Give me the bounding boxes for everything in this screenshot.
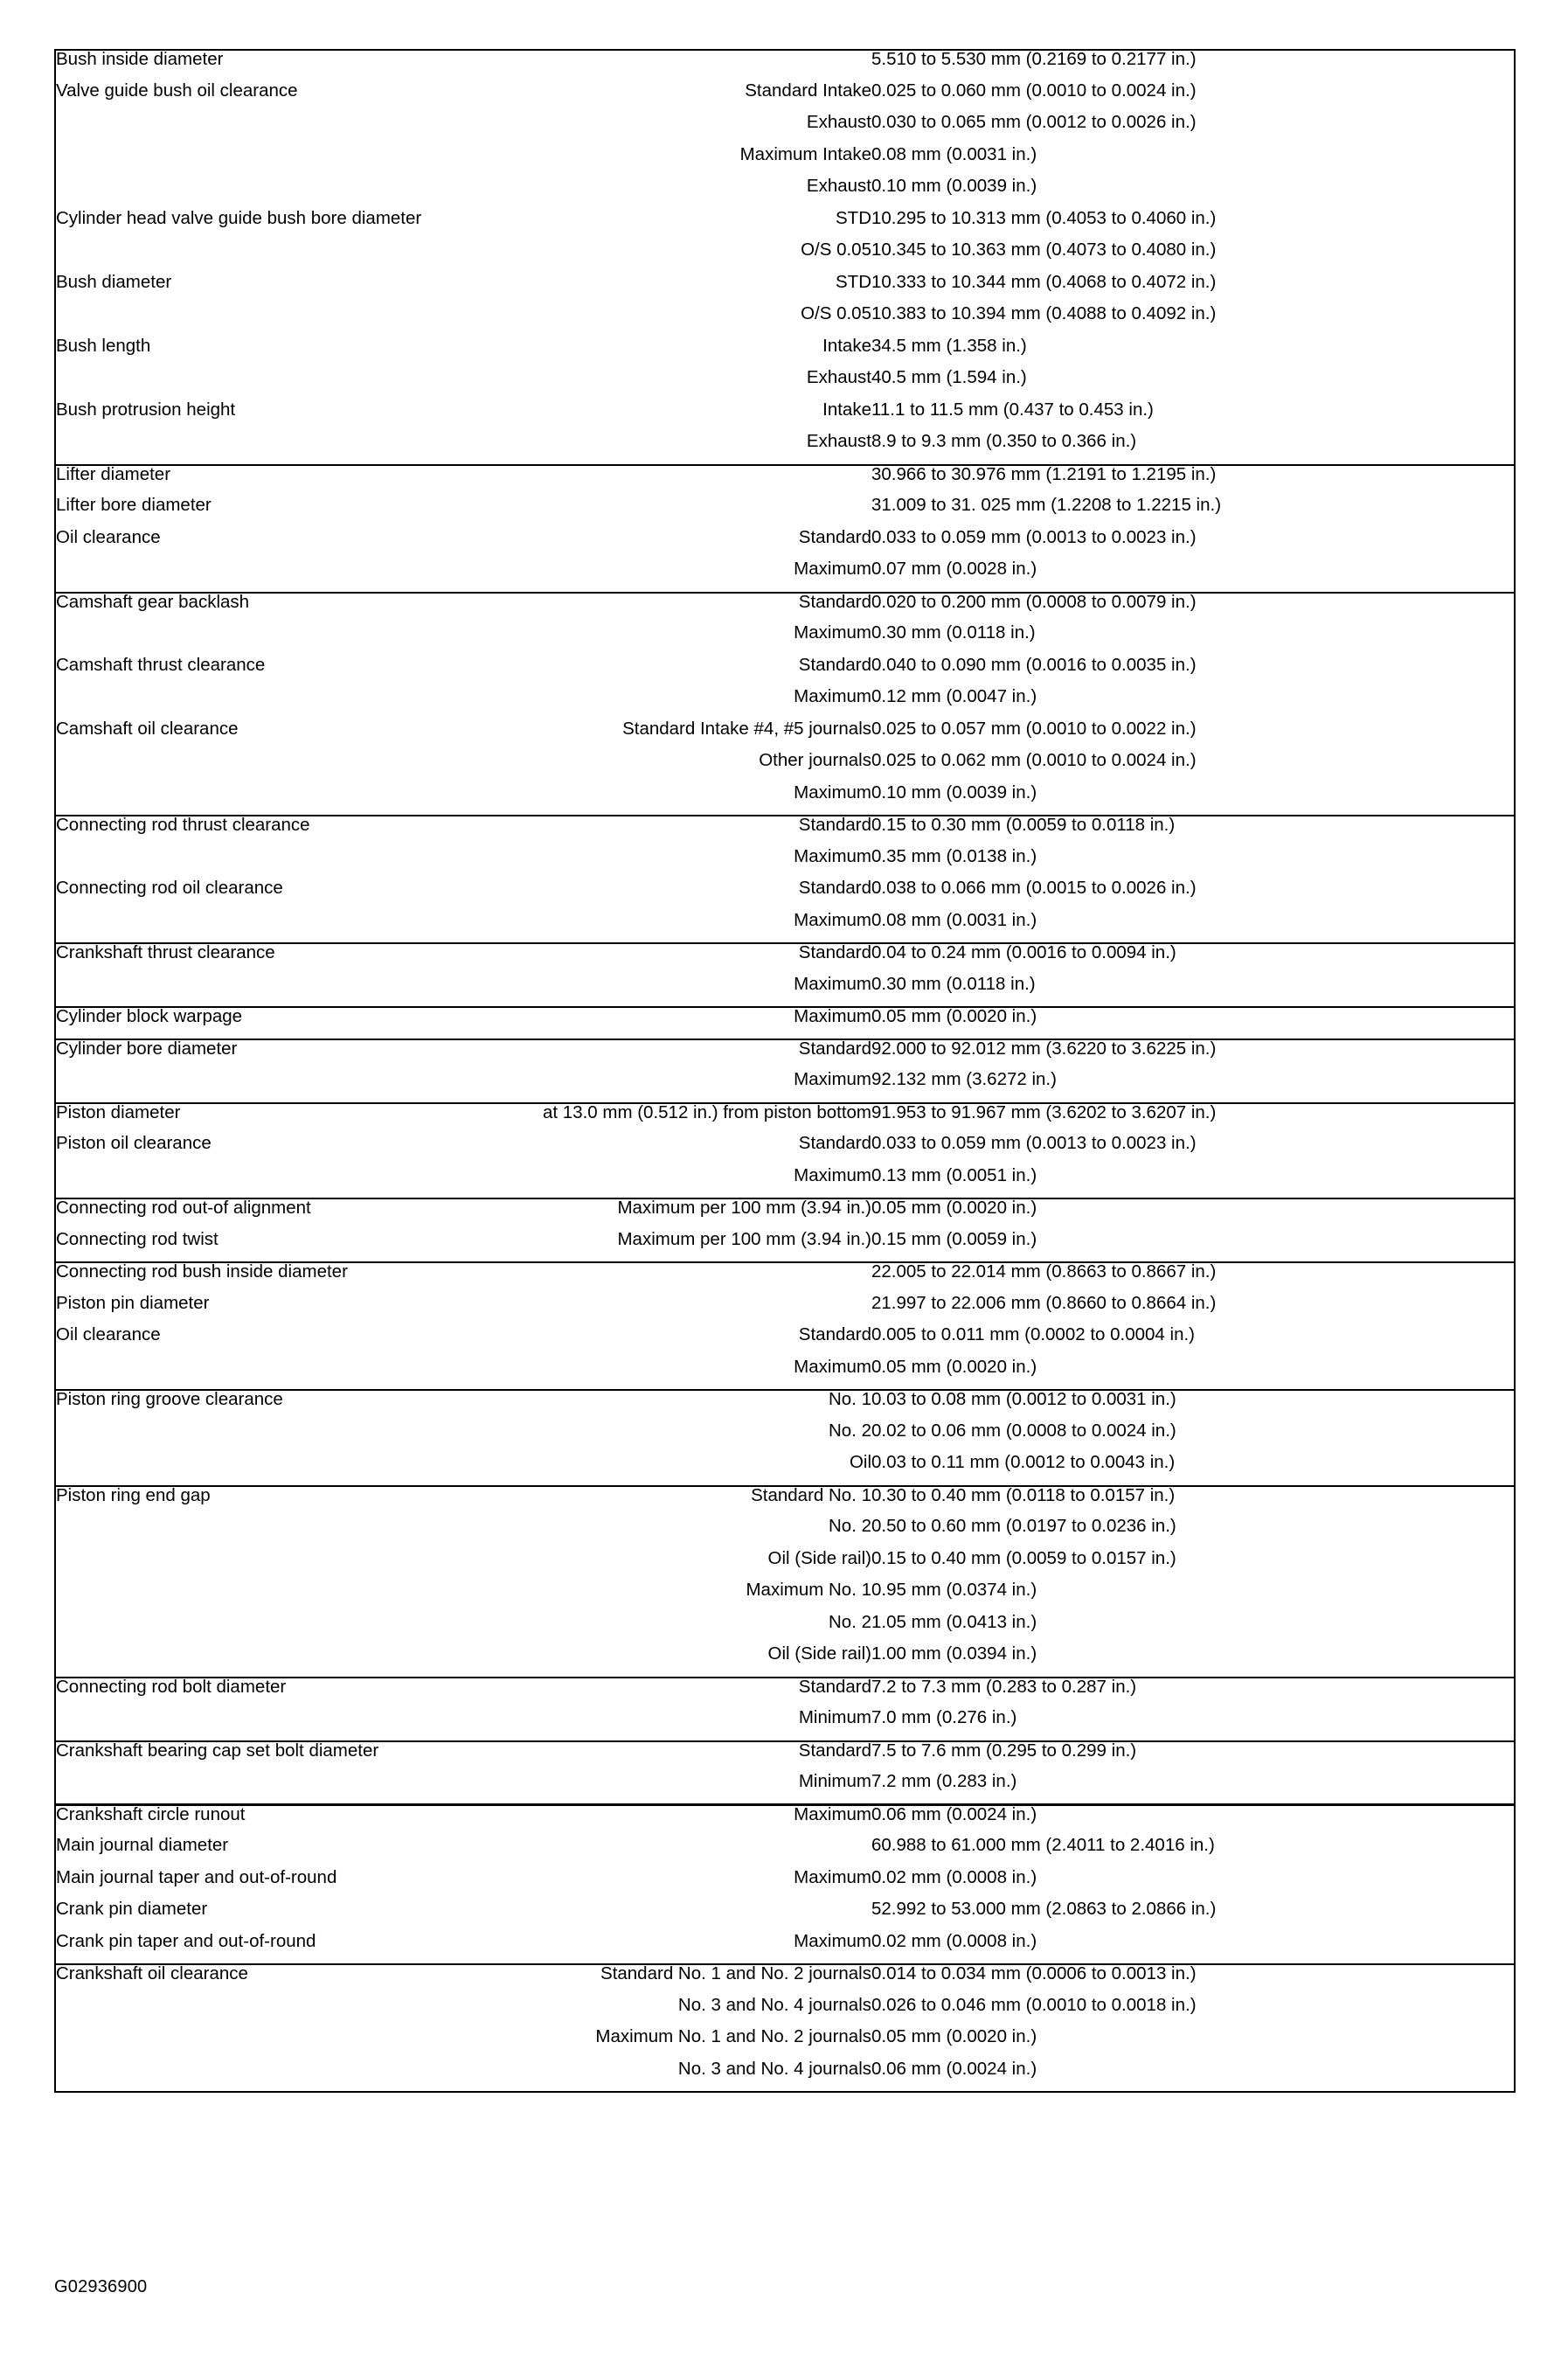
spec-group	[55, 1198, 1515, 1262]
spec-value: 0.05 mm (0.0020 in.)	[871, 1358, 1037, 1377]
spec-group	[55, 465, 1515, 593]
spec-qualifier: Maximum No. 1 and No. 2 journals	[595, 2028, 871, 2046]
spec-qualifier: O/S 0.05	[801, 305, 871, 323]
spec-label	[55, 369, 510, 401]
spec-label	[55, 1645, 510, 1678]
table-row	[55, 1678, 1515, 1710]
spec-label: Camshaft gear backlash	[56, 592, 250, 612]
spec-value: 0.30 mm (0.0118 in.)	[871, 624, 1036, 643]
spec-value: 0.040 to 0.090 mm (0.0016 to 0.0035 in.)	[871, 656, 1197, 675]
spec-value: 0.014 to 0.034 mm (0.0006 to 0.0013 in.)	[871, 1964, 1197, 1983]
spec-label	[55, 1358, 510, 1391]
spec-qualifier: Maximum	[794, 688, 871, 706]
spec-qualifier: Standard No. 1	[751, 1485, 871, 1505]
spec-qualifier: Maximum	[794, 1071, 871, 1089]
spec-qualifier: No. 2	[829, 1613, 871, 1632]
spec-label	[55, 784, 510, 816]
spec-label: Crank pin diameter	[56, 1900, 208, 1919]
spec-value: 10.345 to 10.363 mm (0.4073 to 0.4080 in.)	[871, 241, 1217, 260]
spec-qualifier: Standard	[798, 1326, 871, 1344]
spec-value: 0.04 to 0.24 mm (0.0016 to 0.0094 in.)	[871, 943, 1176, 962]
spec-value: 0.95 mm (0.0374 in.)	[871, 1581, 1037, 1600]
spec-label	[55, 752, 510, 784]
spec-value: 11.1 to 11.5 mm (0.437 to 0.453 in.)	[871, 400, 1154, 420]
spec-label	[55, 1581, 510, 1614]
spec-label: Lifter diameter	[56, 464, 171, 484]
spec-value: 0.033 to 0.059 mm (0.0013 to 0.0023 in.)	[871, 528, 1197, 547]
spec-value: 10.333 to 10.344 mm (0.4068 to 0.4072 in.)	[871, 273, 1217, 292]
spec-label	[55, 146, 510, 178]
spec-value: 10.383 to 10.394 mm (0.4088 to 0.4092 in.)	[871, 305, 1217, 323]
table-row	[55, 433, 1515, 465]
spec-value: 0.10 mm (0.0039 in.)	[871, 783, 1037, 802]
spec-qualifier: Oil (Side rail)	[767, 1549, 871, 1568]
table-row	[55, 1358, 1515, 1391]
table-row	[55, 1167, 1515, 1199]
spec-value: 31.009 to 31. 025 mm (1.2208 to 1.2215 in.)	[871, 497, 1222, 515]
spec-label	[55, 848, 510, 880]
spec-value: 0.02 mm (0.0008 in.)	[871, 1932, 1037, 1951]
table-row	[55, 465, 1515, 497]
spec-qualifier: STD	[836, 273, 871, 292]
spec-value: 0.02 to 0.06 mm (0.0008 to 0.0024 in.)	[871, 1421, 1176, 1441]
spec-value: 10.295 to 10.313 mm (0.4053 to 0.4060 in.)	[871, 209, 1217, 228]
spec-value: 60.988 to 61.000 mm (2.4011 to 2.4016 in.)	[871, 1837, 1215, 1855]
spec-label: Crankshaft thrust clearance	[56, 943, 275, 962]
table-row	[55, 1198, 1515, 1231]
spec-qualifier: Maximum	[794, 1804, 871, 1824]
spec-qualifier: Maximum	[794, 1358, 871, 1377]
spec-value: 7.0 mm (0.276 in.)	[871, 1709, 1017, 1727]
spec-value: 0.08 mm (0.0031 in.)	[871, 145, 1037, 164]
spec-qualifier: Standard No. 1 and No. 2 journals	[600, 1964, 871, 1983]
spec-value: 0.020 to 0.200 mm (0.0008 to 0.0079 in.)	[871, 592, 1197, 612]
spec-value: 0.30 to 0.40 mm (0.0118 to 0.0157 in.)	[871, 1485, 1176, 1505]
spec-qualifier: Maximum	[794, 847, 871, 866]
table-row	[55, 1581, 1515, 1614]
spec-qualifier: No. 3 and No. 4 journals	[677, 1996, 871, 2015]
table-row	[55, 337, 1515, 370]
spec-label	[55, 305, 510, 337]
table-row	[55, 688, 1515, 720]
spec-value: 0.15 to 0.40 mm (0.0059 to 0.0157 in.)	[871, 1549, 1176, 1568]
table-row	[55, 1135, 1515, 1167]
spec-label: Cylinder head valve guide bush bore diameter	[56, 209, 422, 228]
spec-value: 0.05 mm (0.0020 in.)	[871, 2028, 1037, 2046]
spec-label: Connecting rod bush inside diameter	[56, 1262, 348, 1282]
spec-group	[55, 1262, 1515, 1390]
spec-qualifier: Standard	[798, 592, 871, 612]
spec-qualifier: Oil	[849, 1454, 871, 1472]
spec-group	[55, 593, 1515, 816]
spec-qualifier	[510, 1900, 871, 1933]
spec-qualifier: Maximum	[794, 560, 871, 579]
table-row	[55, 1039, 1515, 1072]
table-row	[55, 1933, 1515, 1965]
spec-label: Bush diameter	[56, 273, 172, 292]
spec-value: 40.5 mm (1.594 in.)	[871, 369, 1027, 387]
spec-qualifier: Exhaust	[806, 433, 871, 451]
spec-group	[55, 943, 1515, 1007]
spec-label	[55, 1518, 510, 1550]
table-row	[55, 1103, 1515, 1136]
spec-value: 7.2 mm (0.283 in.)	[871, 1773, 1017, 1791]
table-row	[55, 177, 1515, 210]
spec-label: Bush inside diameter	[56, 50, 224, 69]
spec-qualifier	[510, 1262, 871, 1295]
spec-label	[55, 976, 510, 1008]
spec-label	[55, 1773, 510, 1805]
table-row	[55, 529, 1515, 561]
spec-label: Lifter bore diameter	[56, 497, 212, 515]
spec-qualifier: Maximum	[794, 624, 871, 643]
table-row	[55, 1709, 1515, 1741]
spec-label	[55, 688, 510, 720]
table-row	[55, 1645, 1515, 1678]
spec-value: 0.05 mm (0.0020 in.)	[871, 1198, 1037, 1218]
table-row	[55, 1869, 1515, 1901]
table-row	[55, 1550, 1515, 1582]
spec-qualifier: Minimum	[798, 1709, 871, 1727]
spec-label	[55, 2060, 510, 2093]
spec-label	[55, 1071, 510, 1103]
spec-label: Piston oil clearance	[56, 1135, 212, 1153]
table-row	[55, 497, 1515, 529]
spec-value: 0.005 to 0.011 mm (0.0002 to 0.0004 in.)	[871, 1326, 1196, 1344]
spec-value: 92.000 to 92.012 mm (3.6220 to 3.6225 in.)	[871, 1039, 1217, 1059]
spec-label	[55, 560, 510, 593]
spec-label: Bush protrusion height	[56, 400, 236, 420]
spec-qualifier: Maximum	[794, 783, 871, 802]
spec-group	[55, 1486, 1515, 1678]
spec-value: 0.026 to 0.046 mm (0.0010 to 0.0018 in.)	[871, 1996, 1197, 2015]
spec-qualifier: Intake	[822, 400, 871, 420]
spec-qualifier: Standard	[798, 816, 871, 835]
spec-qualifier: STD	[836, 209, 871, 228]
spec-label: Valve guide bush oil clearance	[56, 81, 298, 101]
spec-label	[55, 114, 510, 146]
spec-qualifier: Standard	[798, 879, 871, 898]
spec-label: Piston ring groove clearance	[56, 1390, 283, 1409]
spec-group	[55, 1964, 1515, 2092]
spec-qualifier: No. 2	[829, 1518, 871, 1536]
spec-qualifier: Maximum per 100 mm (3.94 in.)	[617, 1230, 871, 1249]
spec-group	[55, 50, 1515, 465]
spec-label: Connecting rod out-of alignment	[56, 1198, 311, 1218]
spec-label	[55, 177, 510, 210]
spec-label	[55, 2028, 510, 2060]
spec-value: 34.5 mm (1.358 in.)	[871, 337, 1027, 356]
spec-label	[55, 912, 510, 944]
table-row	[55, 848, 1515, 880]
spec-label: Piston ring end gap	[56, 1485, 211, 1505]
spec-label	[55, 624, 510, 656]
spec-label: Piston diameter	[56, 1102, 181, 1122]
spec-group	[55, 1805, 1515, 1965]
table-row	[55, 114, 1515, 146]
spec-qualifier: No. 2	[829, 1421, 871, 1441]
spec-group	[55, 1007, 1515, 1039]
spec-qualifier: Maximum	[794, 911, 871, 930]
spec-qualifier: Maximum	[794, 1868, 871, 1887]
spec-qualifier: No. 1	[829, 1390, 871, 1409]
spec-qualifier: Standard	[798, 943, 871, 962]
spec-value: 5.510 to 5.530 mm (0.2169 to 0.2177 in.)	[871, 50, 1197, 69]
spec-qualifier: Standard	[798, 1039, 871, 1059]
spec-value: 8.9 to 9.3 mm (0.350 to 0.366 in.)	[871, 433, 1137, 451]
table-row	[55, 146, 1515, 178]
spec-qualifier: Standard	[798, 528, 871, 547]
table-row	[55, 1071, 1515, 1103]
table-row	[55, 1773, 1515, 1805]
spec-label: Oil clearance	[56, 1326, 161, 1344]
spec-label: Oil clearance	[56, 528, 161, 547]
table-row	[55, 1614, 1515, 1646]
spec-label: Connecting rod twist	[56, 1230, 219, 1249]
table-row	[55, 1964, 1515, 1997]
spec-label: Crankshaft bearing cap set bolt diameter	[56, 1740, 379, 1761]
spec-value: 30.966 to 30.976 mm (1.2191 to 1.2195 in.)	[871, 464, 1217, 484]
spec-value: 92.132 mm (3.6272 in.)	[871, 1071, 1057, 1089]
table-row	[55, 1326, 1515, 1358]
table-row	[55, 1231, 1515, 1263]
table-row	[55, 912, 1515, 944]
spec-qualifier: Exhaust	[806, 369, 871, 387]
spec-value: 0.025 to 0.060 mm (0.0010 to 0.0024 in.)	[871, 81, 1197, 101]
table-row	[55, 1741, 1515, 1774]
spec-label: Connecting rod oil clearance	[56, 879, 283, 898]
spec-value: 0.13 mm (0.0051 in.)	[871, 1166, 1037, 1185]
table-row	[55, 274, 1515, 306]
spec-value: 0.10 mm (0.0039 in.)	[871, 177, 1037, 196]
spec-value: 0.15 mm (0.0059 in.)	[871, 1230, 1037, 1249]
table-row	[55, 1486, 1515, 1518]
spec-value: 0.03 to 0.08 mm (0.0012 to 0.0031 in.)	[871, 1390, 1176, 1409]
table-row	[55, 1295, 1515, 1327]
table-row	[55, 656, 1515, 689]
spec-value: 7.2 to 7.3 mm (0.283 to 0.287 in.)	[871, 1677, 1137, 1697]
spec-qualifier	[510, 497, 871, 529]
spec-value: 0.038 to 0.066 mm (0.0015 to 0.0026 in.)	[871, 879, 1197, 898]
table-row	[55, 784, 1515, 816]
spec-value: 0.07 mm (0.0028 in.)	[871, 560, 1037, 579]
spec-qualifier: Exhaust	[806, 114, 871, 132]
spec-group	[55, 1103, 1515, 1199]
spec-label: Connecting rod thrust clearance	[56, 816, 310, 835]
spec-label: Main journal taper and out-of-round	[56, 1868, 337, 1887]
spec-qualifier	[510, 50, 871, 82]
spec-qualifier: Standard	[798, 1677, 871, 1697]
spec-value: 52.992 to 53.000 mm (2.0863 to 2.0866 in.)	[871, 1900, 1217, 1919]
spec-label	[55, 241, 510, 274]
spec-label: Crankshaft circle runout	[56, 1804, 246, 1824]
spec-qualifier: Standard	[798, 1740, 871, 1761]
spec-value: 0.06 mm (0.0024 in.)	[871, 1804, 1037, 1824]
spec-value: 7.5 to 7.6 mm (0.295 to 0.299 in.)	[871, 1740, 1137, 1761]
document-code: G02936900	[54, 2277, 148, 2296]
spec-label: Connecting rod bolt diameter	[56, 1677, 287, 1697]
spec-label: Main journal diameter	[56, 1837, 229, 1855]
spec-qualifier: Minimum	[798, 1773, 871, 1791]
spec-label: Camshaft thrust clearance	[56, 656, 266, 675]
table-row	[55, 1837, 1515, 1869]
spec-value: 0.02 mm (0.0008 in.)	[871, 1868, 1037, 1887]
spec-label	[55, 433, 510, 465]
table-row	[55, 401, 1515, 434]
table-row	[55, 879, 1515, 912]
spec-value: 0.08 mm (0.0031 in.)	[871, 911, 1037, 930]
spec-value: 22.005 to 22.014 mm (0.8663 to 0.8667 in.)	[871, 1262, 1217, 1282]
spec-value: 0.35 mm (0.0138 in.)	[871, 847, 1037, 866]
spec-qualifier: Oil (Side rail)	[767, 1645, 871, 1664]
spec-qualifier: Other journals	[759, 752, 871, 770]
spec-value: 0.30 mm (0.0118 in.)	[871, 975, 1036, 994]
table-row	[55, 369, 1515, 401]
spec-qualifier: Exhaust	[806, 177, 871, 196]
table-row	[55, 1805, 1515, 1837]
spec-qualifier: Standard Intake #4, #5 journals	[622, 719, 871, 739]
spec-label: Crank pin taper and out-of-round	[56, 1932, 316, 1951]
table-row	[55, 624, 1515, 656]
spec-qualifier: Maximum	[794, 975, 871, 994]
spec-qualifier	[510, 465, 871, 497]
spec-qualifier: Maximum	[794, 1166, 871, 1185]
spec-value: 0.15 to 0.30 mm (0.0059 to 0.0118 in.)	[871, 816, 1176, 835]
table-row	[55, 816, 1515, 848]
table-row	[55, 305, 1515, 337]
table-row	[55, 943, 1515, 976]
spec-qualifier: at 13.0 mm (0.512 in.) from piston bottom	[543, 1102, 871, 1122]
spec-qualifier	[510, 1295, 871, 1327]
spec-group	[55, 1039, 1515, 1103]
spec-value: 0.05 mm (0.0020 in.)	[871, 1007, 1037, 1026]
spec-label	[55, 1614, 510, 1646]
table-row	[55, 210, 1515, 242]
spec-value: 0.025 to 0.057 mm (0.0010 to 0.0022 in.)	[871, 719, 1197, 739]
spec-qualifier: Maximum per 100 mm (3.94 in.)	[617, 1198, 871, 1218]
table-row	[55, 1422, 1515, 1455]
spec-label	[55, 1167, 510, 1199]
table-row	[55, 1997, 1515, 2029]
spec-qualifier: Maximum	[794, 1007, 871, 1026]
spec-value: 0.12 mm (0.0047 in.)	[871, 688, 1037, 706]
spec-group	[55, 1678, 1515, 1741]
spec-value: 0.033 to 0.059 mm (0.0013 to 0.0023 in.)	[871, 1135, 1197, 1153]
table-row	[55, 720, 1515, 753]
spec-value: 1.05 mm (0.0413 in.)	[871, 1613, 1037, 1632]
spec-group	[55, 1741, 1515, 1805]
spec-value: 91.953 to 91.967 mm (3.6202 to 3.6207 in.)	[871, 1102, 1217, 1122]
spec-group	[55, 816, 1515, 943]
spec-qualifier: Intake	[822, 337, 871, 356]
table-row	[55, 560, 1515, 593]
spec-label: Piston pin diameter	[56, 1294, 210, 1313]
table-row	[55, 241, 1515, 274]
spec-value: 0.06 mm (0.0024 in.)	[871, 2060, 1037, 2079]
spec-qualifier: O/S 0.05	[801, 241, 871, 260]
table-row	[55, 1454, 1515, 1486]
spec-group	[55, 1390, 1515, 1486]
spec-label: Bush length	[56, 337, 151, 356]
spec-label	[55, 1550, 510, 1582]
spec-qualifier: No. 3 and No. 4 journals	[677, 2060, 871, 2079]
spec-label: Cylinder bore diameter	[56, 1039, 238, 1059]
spec-label	[55, 1422, 510, 1455]
table-row	[55, 976, 1515, 1008]
spec-qualifier: Standard	[798, 656, 871, 675]
spec-qualifier: Maximum No. 1	[746, 1581, 871, 1600]
spec-value: 0.50 to 0.60 mm (0.0197 to 0.0236 in.)	[871, 1518, 1176, 1536]
spec-qualifier: Standard	[798, 1135, 871, 1153]
spec-label: Cylinder block warpage	[56, 1007, 243, 1026]
spec-label: Camshaft oil clearance	[56, 719, 239, 739]
table-row	[55, 752, 1515, 784]
table-row	[55, 1262, 1515, 1295]
table-row	[55, 1900, 1515, 1933]
spec-label	[55, 1709, 510, 1741]
spec-label	[55, 1997, 510, 2029]
table-row	[55, 1390, 1515, 1422]
table-row	[55, 1007, 1515, 1039]
spec-qualifier: Maximum Intake	[739, 145, 871, 164]
table-row	[55, 1518, 1515, 1550]
spec-value: 21.997 to 22.006 mm (0.8660 to 0.8664 in.)	[871, 1294, 1217, 1313]
table-row	[55, 50, 1515, 82]
table-row	[55, 593, 1515, 625]
spec-value: 0.030 to 0.065 mm (0.0012 to 0.0026 in.)	[871, 114, 1197, 132]
spec-value: 0.03 to 0.11 mm (0.0012 to 0.0043 in.)	[871, 1454, 1176, 1472]
table-row	[55, 2060, 1515, 2093]
specifications-table	[54, 49, 1516, 2093]
spec-value: 1.00 mm (0.0394 in.)	[871, 1645, 1037, 1664]
table-row	[55, 82, 1515, 115]
spec-label: Crankshaft oil clearance	[56, 1964, 248, 1983]
table-row	[55, 2028, 1515, 2060]
spec-qualifier: Maximum	[794, 1932, 871, 1951]
spec-value: 0.025 to 0.062 mm (0.0010 to 0.0024 in.)	[871, 752, 1197, 770]
spec-label	[55, 1454, 510, 1486]
spec-qualifier	[510, 1837, 871, 1869]
spec-qualifier: Standard Intake	[745, 81, 871, 101]
